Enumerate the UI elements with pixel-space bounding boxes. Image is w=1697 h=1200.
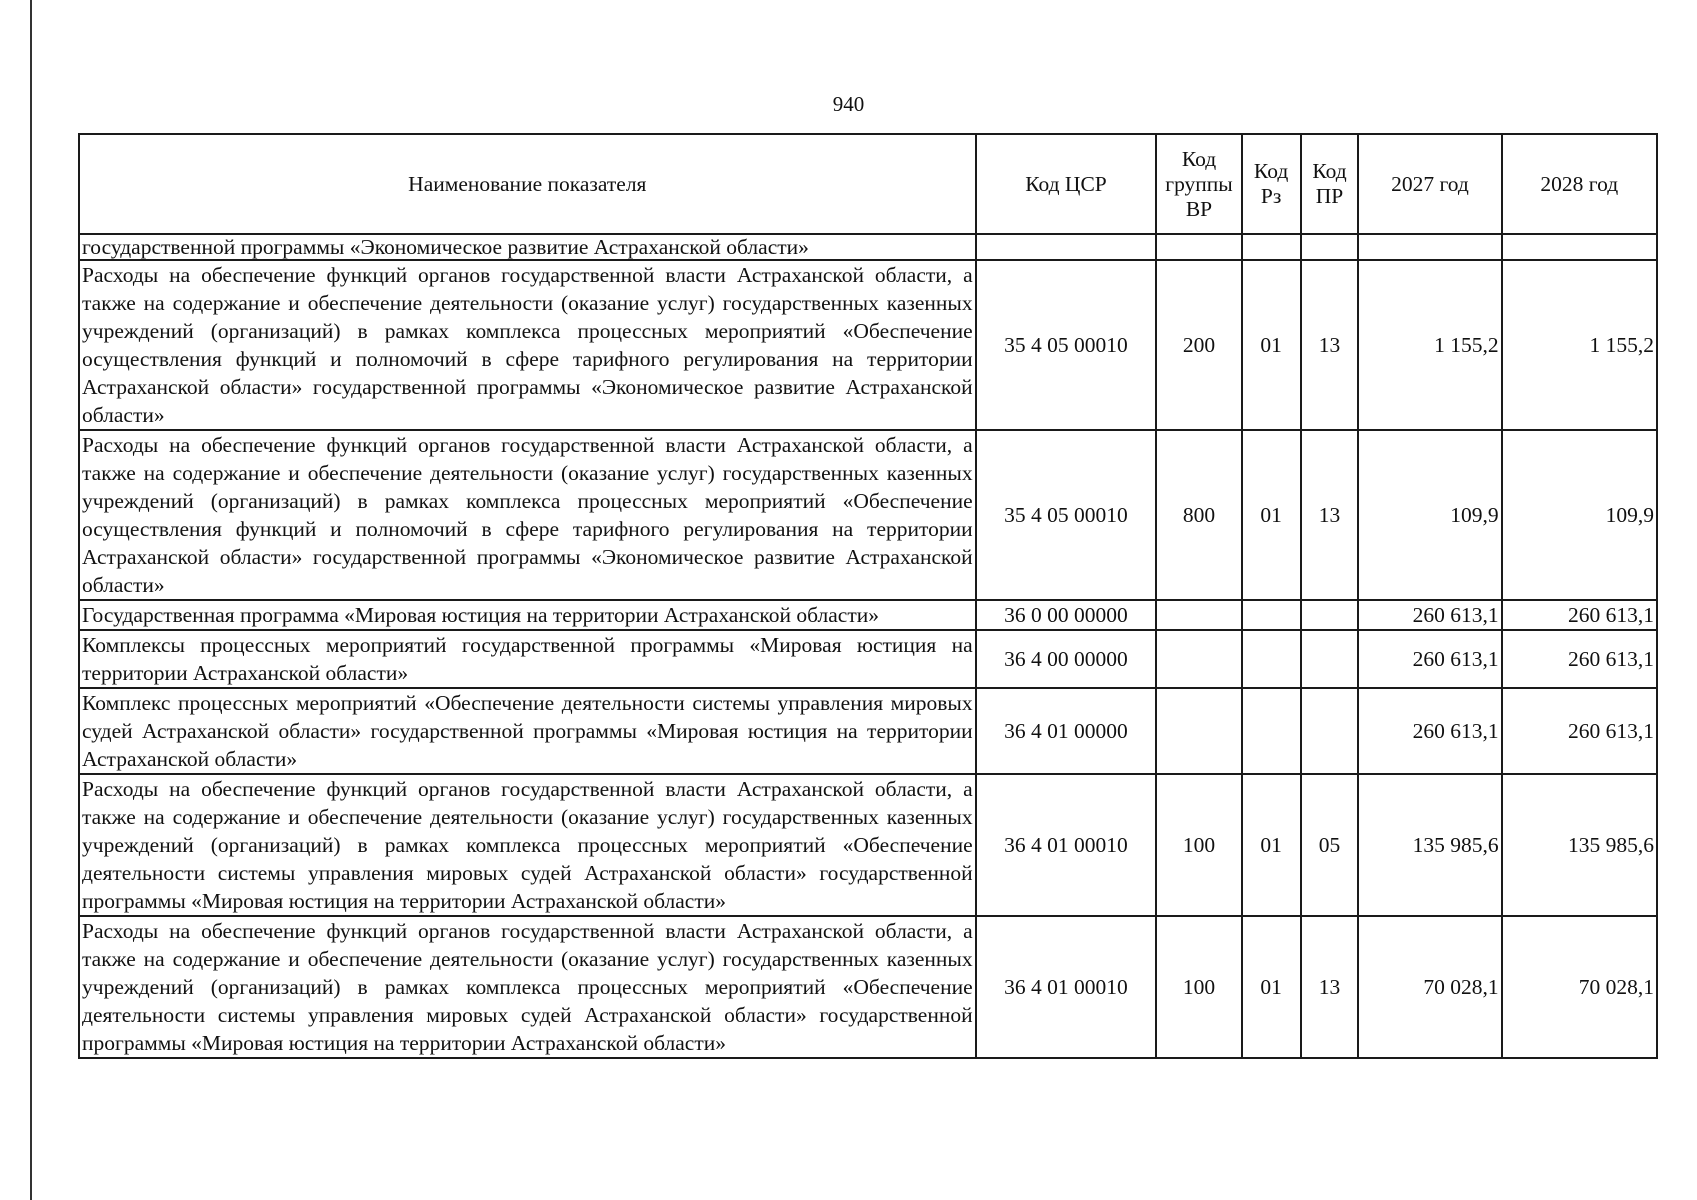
header-name: Наименование показателя bbox=[79, 134, 976, 234]
left-margin-line bbox=[30, 0, 32, 1200]
row-2027 bbox=[1358, 234, 1501, 260]
row-pr: 13 bbox=[1301, 430, 1359, 600]
table-row bbox=[79, 774, 1657, 916]
row-2028 bbox=[1502, 234, 1657, 260]
row-name: Расходы на обеспечение функций органов государственной власти Астраханской области, а также на содержание и обеспечение деятельности (оказание услуг) государственных казенных учреждений (организаций) в рамках комплекса процессных мероприятий «Обеспечение деятельности системы управления мировых судей Астраханской области» государственной программы «Мировая юстиция на территории Астраханской области» bbox=[79, 916, 976, 1058]
header-vr: Код группы ВР bbox=[1156, 134, 1241, 234]
row-rz: 01 bbox=[1242, 916, 1301, 1058]
row-vr: 100 bbox=[1156, 774, 1241, 916]
row-2027: 70 028,1 bbox=[1358, 916, 1501, 1058]
row-2028: 260 613,1 bbox=[1502, 600, 1657, 630]
row-rz bbox=[1242, 630, 1301, 688]
row-csr bbox=[976, 234, 1157, 260]
row-pr bbox=[1301, 600, 1359, 630]
row-csr: 36 0 00 00000 bbox=[976, 600, 1157, 630]
row-name: Расходы на обеспечение функций органов государственной власти Астраханской области, а также на содержание и обеспечение деятельности (оказание услуг) государственных казенных учреждений (организаций) в рамках комплекса процессных мероприятий «Обеспечение деятельности системы управления мировых судей Астраханской области» государственной программы «Мировая юстиция на территории Астраханской области» bbox=[79, 774, 976, 916]
page-number: 940 bbox=[832, 92, 865, 116]
table-row bbox=[79, 600, 1657, 630]
header-pr: Код ПР bbox=[1301, 134, 1359, 234]
row-csr: 36 4 01 00010 bbox=[976, 916, 1157, 1058]
row-name: Расходы на обеспечение функций органов государственной власти Астраханской области, а также на содержание и обеспечение деятельности (оказание услуг) государственных казенных учреждений (организаций) в рамках комплекса процессных мероприятий «Обеспечение осуществления функций и полномочий в сфере тарифного регулирования на территории Астраханской области» государственной программы «Экономическое развитие Астраханской области» bbox=[79, 260, 976, 430]
row-2027: 1 155,2 bbox=[1358, 260, 1501, 430]
row-2027: 260 613,1 bbox=[1358, 630, 1501, 688]
row-2028: 70 028,1 bbox=[1502, 916, 1657, 1058]
row-2028: 109,9 bbox=[1502, 430, 1657, 600]
table-row bbox=[79, 430, 1657, 600]
row-vr: 800 bbox=[1156, 430, 1241, 600]
budget-table bbox=[78, 133, 1658, 1059]
table-header-row bbox=[79, 134, 1657, 234]
row-2028: 260 613,1 bbox=[1502, 630, 1657, 688]
table-row bbox=[79, 916, 1657, 1058]
row-name: Расходы на обеспечение функций органов государственной власти Астраханской области, а также на содержание и обеспечение деятельности (оказание услуг) государственных казенных учреждений (организаций) в рамках комплекса процессных мероприятий «Обеспечение осуществления функций и полномочий в сфере тарифного регулирования на территории Астраханской области» государственной программы «Экономическое развитие Астраханской области» bbox=[79, 430, 976, 600]
row-rz bbox=[1242, 234, 1301, 260]
row-2027: 260 613,1 bbox=[1358, 688, 1501, 774]
row-name: Государственная программа «Мировая юстиция на территории Астраханской области» bbox=[79, 600, 976, 630]
row-rz bbox=[1242, 600, 1301, 630]
row-csr: 35 4 05 00010 bbox=[976, 260, 1157, 430]
row-csr: 36 4 01 00010 bbox=[976, 774, 1157, 916]
row-rz: 01 bbox=[1242, 774, 1301, 916]
row-vr: 100 bbox=[1156, 916, 1241, 1058]
table-row bbox=[79, 688, 1657, 774]
row-vr bbox=[1156, 600, 1241, 630]
header-2027: 2027 год bbox=[1358, 134, 1501, 234]
row-pr: 13 bbox=[1301, 916, 1359, 1058]
row-vr bbox=[1156, 688, 1241, 774]
row-pr bbox=[1301, 234, 1359, 260]
row-pr bbox=[1301, 630, 1359, 688]
row-2027: 109,9 bbox=[1358, 430, 1501, 600]
row-csr: 36 4 01 00000 bbox=[976, 688, 1157, 774]
table-row bbox=[79, 630, 1657, 688]
row-2028: 1 155,2 bbox=[1502, 260, 1657, 430]
row-vr: 200 bbox=[1156, 260, 1241, 430]
header-csr: Код ЦСР bbox=[976, 134, 1157, 234]
row-rz bbox=[1242, 688, 1301, 774]
row-2027: 260 613,1 bbox=[1358, 600, 1501, 630]
row-name: Комплекс процессных мероприятий «Обеспечение деятельности системы управления мировых судей Астраханской области» государственной программы «Мировая юстиция на территории Астраханской области» bbox=[79, 688, 976, 774]
row-pr: 13 bbox=[1301, 260, 1359, 430]
row-pr bbox=[1301, 688, 1359, 774]
row-pr: 05 bbox=[1301, 774, 1359, 916]
row-vr bbox=[1156, 234, 1241, 260]
row-csr: 35 4 05 00010 bbox=[976, 430, 1157, 600]
row-rz: 01 bbox=[1242, 260, 1301, 430]
header-2028: 2028 год bbox=[1502, 134, 1657, 234]
row-2027: 135 985,6 bbox=[1358, 774, 1501, 916]
row-2028: 135 985,6 bbox=[1502, 774, 1657, 916]
table-row bbox=[79, 234, 1657, 260]
header-rz: Код Рз bbox=[1242, 134, 1301, 234]
table-row bbox=[79, 260, 1657, 430]
row-vr bbox=[1156, 630, 1241, 688]
row-name: Комплексы процессных мероприятий государственной программы «Мировая юстиция на территории Астраханской области» bbox=[79, 630, 976, 688]
row-csr: 36 4 00 00000 bbox=[976, 630, 1157, 688]
row-name: государственной программы «Экономическое развитие Астраханской области» bbox=[79, 234, 976, 260]
row-rz: 01 bbox=[1242, 430, 1301, 600]
row-2028: 260 613,1 bbox=[1502, 688, 1657, 774]
